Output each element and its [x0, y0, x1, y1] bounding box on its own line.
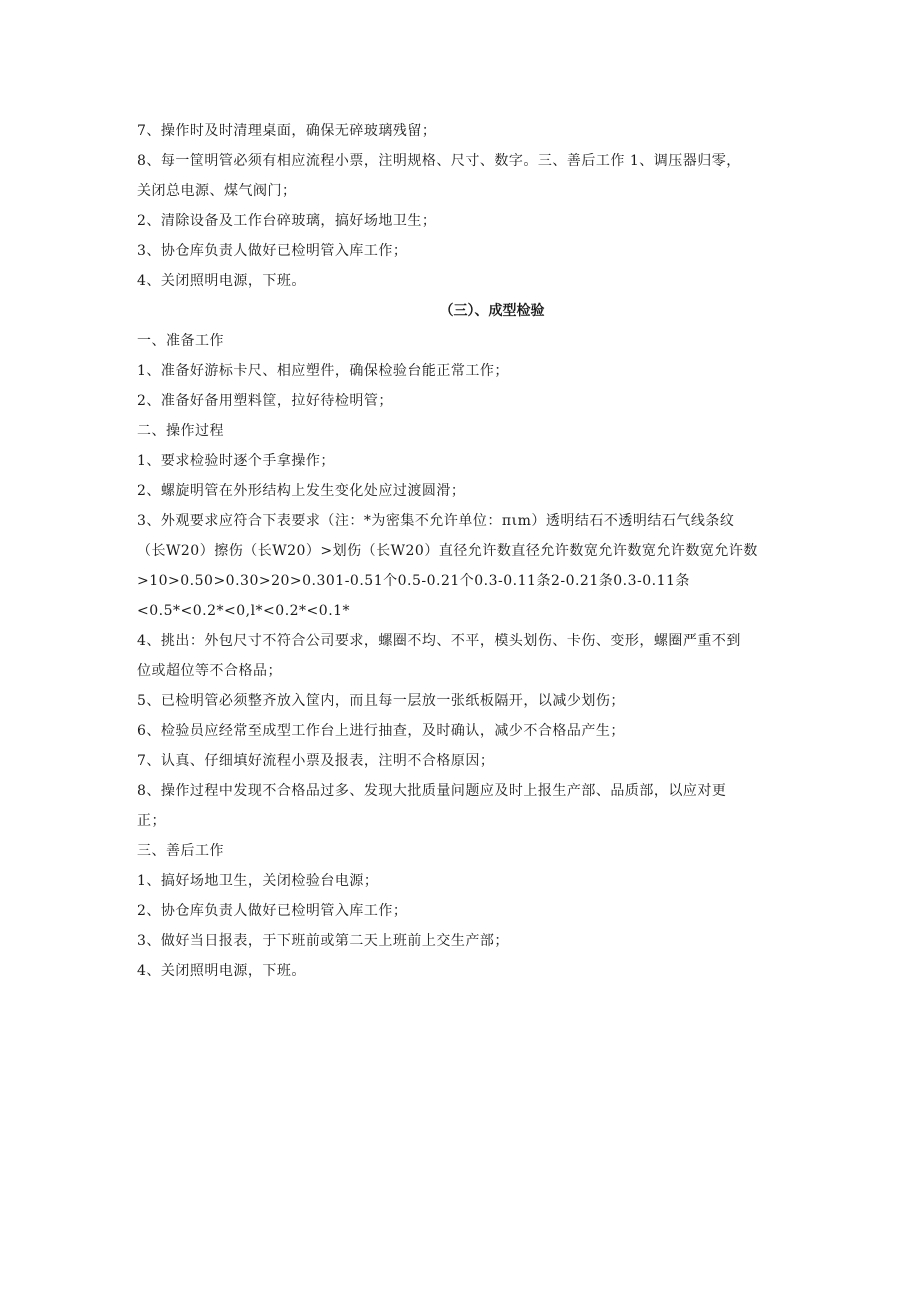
section-title: （三）、成型检验 — [439, 303, 545, 319]
text-line: 4、挑出：外包尺寸不符合公司要求，螺圈不均、不平，模头划伤、卡伤、变形，螺圈严重不到 — [137, 633, 741, 649]
text-line: 2、螺旋明管在外形结构上发生变化处应过渡圆滑； — [137, 483, 466, 499]
text-line: 8、操作过程中发现不合格品过多、发现大批质量问题应及时上报生产部、品质部，以应对更 — [137, 783, 727, 799]
text-line: 3、外观要求应符合下表要求（注：*为密集不允许单位：πιm）透明结石不透明结石气线条纹 — [137, 513, 735, 529]
text-line: 3、协仓库负责人做好已检明管入库工作； — [137, 243, 408, 259]
text-line: （长W20）擦伤（长W20）>划伤（长W20）直径允许数直径允许数宽允许数宽允许数宽允许数 — [137, 543, 758, 559]
text-line: 2、准备好备用塑料筐，拉好待检明管； — [137, 393, 393, 409]
text-line: 7、认真、仔细填好流程小票及报表，注明不合格原因； — [137, 753, 495, 769]
text-line: 4、关闭照明电源，下班。 — [137, 963, 306, 979]
text-line: 位或超位等不合格品； — [137, 663, 282, 679]
subsection-heading: 三、善后工作 — [137, 843, 224, 859]
text-line: 1、要求检验时逐个手拿操作； — [137, 453, 335, 469]
subsection-heading: 一、准备工作 — [137, 333, 224, 349]
text-line: >10>0.50>0.30>20>0.301-0.51个0.5-0.21个0.3-0.11条2-0.21条0.3-0.11条 — [137, 573, 690, 589]
text-line: 1、准备好游标卡尺、相应塑件，确保检验台能正常工作； — [137, 363, 509, 379]
text-line: 6、检验员应经常至成型工作台上进行抽查，及时确认，减少不合格品产生； — [137, 723, 625, 739]
text-line: 5、已检明管必须整齐放入筐内，而且每一层放一张纸板隔开，以减少划伤； — [137, 693, 625, 709]
text-line: <0.5*<0.2*<0,l*<0.2*<0.1* — [137, 603, 351, 619]
text-line: 1、搞好场地卫生，关闭检验台电源； — [137, 873, 379, 889]
text-line: 4、关闭照明电源，下班。 — [137, 273, 306, 289]
text-line: 2、清除设备及工作台碎玻璃，搞好场地卫生； — [137, 213, 437, 229]
text-line: 3、做好当日报表，于下班前或第二天上班前上交生产部； — [137, 933, 509, 949]
text-line: 7、操作时及时清理桌面，确保无碎玻璃残留； — [137, 123, 437, 139]
text-line: 8、每一筐明管必须有相应流程小票，注明规格、尺寸、数字。三、善后工作 1、调压器归零， — [137, 153, 741, 169]
subsection-heading: 二、操作过程 — [137, 423, 224, 439]
text-line: 正； — [137, 813, 166, 829]
text-line: 关闭总电源、煤气阀门； — [137, 183, 297, 199]
text-line: 2、协仓库负责人做好已检明管入库工作； — [137, 903, 408, 919]
document-body — [137, 116, 787, 986]
